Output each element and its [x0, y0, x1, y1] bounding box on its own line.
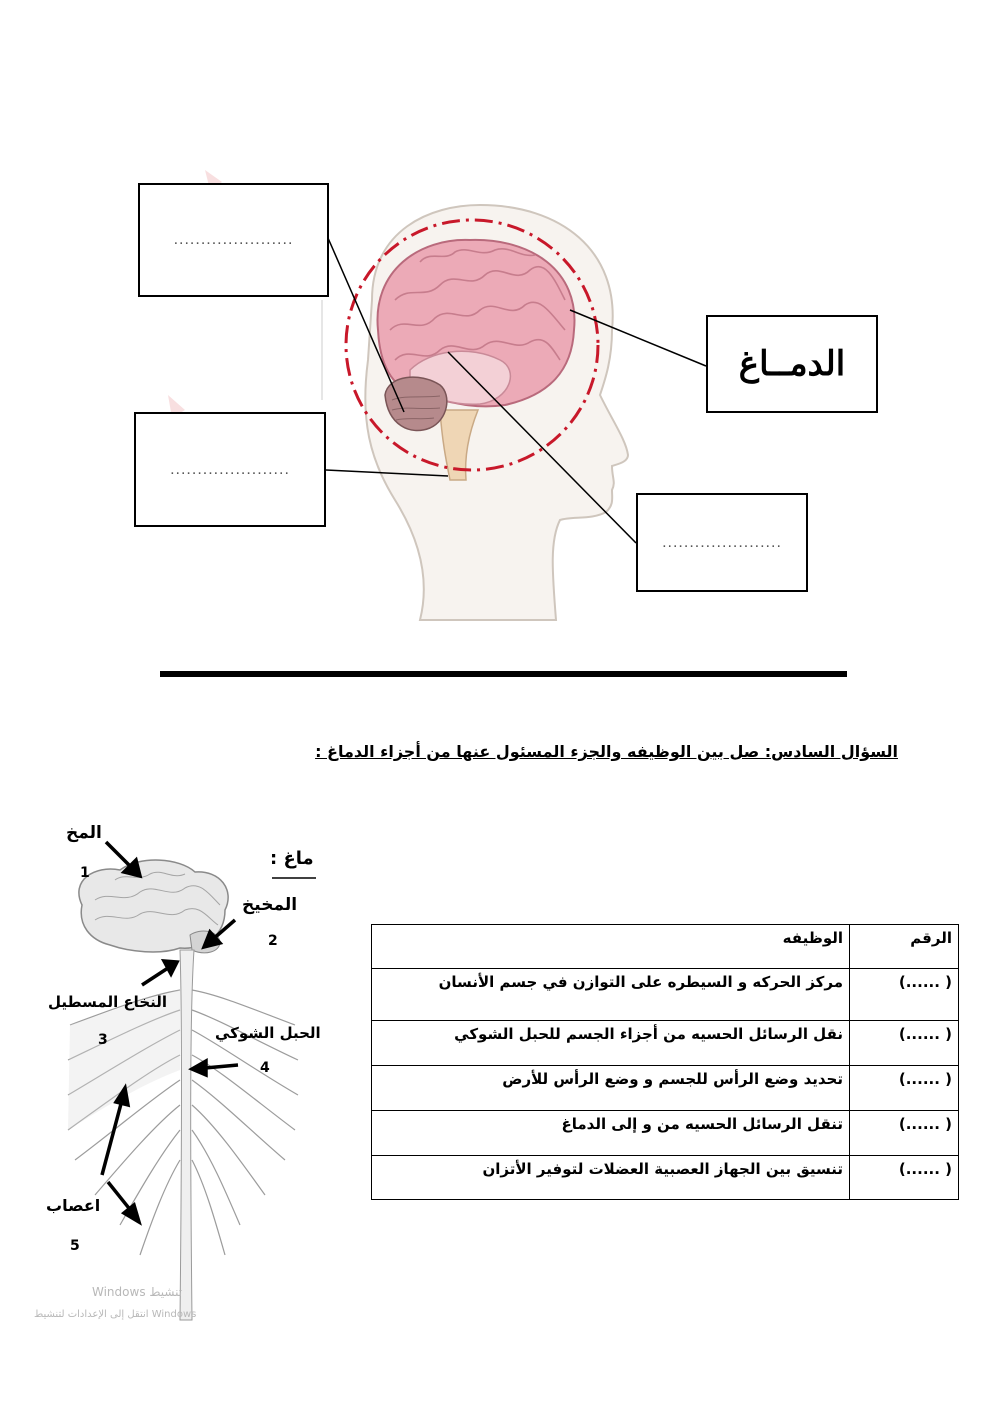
blank-dots: ......................: [173, 231, 294, 248]
brain-label-box: [706, 315, 878, 413]
function-text: نقل الرسائل الحسيه من أجزاء الجسم للحبل الشوكي: [372, 1021, 850, 1066]
function-text: تنسيق بين الجهاز العصبية العضلات لتوفير الأتزان: [372, 1156, 850, 1200]
cerebellum-label: المخيخ: [242, 895, 298, 915]
nerves-label: اعصاب: [46, 1196, 101, 1215]
header-function: الوظيفه: [372, 925, 850, 969]
medulla-label: النخاع المسطيل: [48, 993, 168, 1011]
function-text: تنقل الرسائل الحسيه من و إلى الدماغ: [372, 1111, 850, 1156]
nervous-heading-fragment: ماغ :: [270, 848, 314, 869]
table-row: [372, 1066, 959, 1111]
function-text: مركز الحركه و السيطره على التوازن في جسم الأنسان: [372, 969, 850, 1021]
activation-watermark-line1: Windows تنشيط: [92, 1285, 183, 1299]
blank-dots: ......................: [662, 533, 782, 551]
header-number: الرقم: [850, 925, 959, 969]
nervous-system-illustration: [40, 810, 330, 1330]
section-divider: [160, 671, 847, 677]
blank-dots: ......................: [170, 460, 290, 478]
spinal-cord-number: 4: [260, 1060, 270, 1076]
blank-label-box-bottom-left: [134, 412, 326, 527]
answer-blank[interactable]: ( ......): [850, 1021, 959, 1066]
cerebrum-label: المخ: [66, 823, 102, 843]
table-row: [372, 1021, 959, 1066]
blank-label-box-bottom-right: [636, 493, 808, 592]
question-title: السؤال السادس: صل بين الوظيفه والجزء المسئول عنها من أجزاء الدماغ :: [315, 742, 898, 761]
brain-label: الدمــاغ: [738, 345, 846, 383]
blank-label-box-top-left: [138, 183, 329, 297]
cerebrum-number: 1: [80, 865, 90, 881]
medulla-number: 3: [98, 1032, 108, 1048]
matching-table: [371, 924, 959, 1200]
table-row: [372, 1111, 959, 1156]
answer-blank[interactable]: ( ......): [850, 1156, 959, 1200]
cerebellum-number: 2: [268, 933, 278, 949]
answer-blank[interactable]: ( ......): [850, 1111, 959, 1156]
table-row: [372, 969, 959, 1021]
table-row: [372, 1156, 959, 1200]
activation-watermark-line2: انتقل إلى الإعدادات لتنشيط Windows: [34, 1309, 197, 1320]
function-text: تحديد وضع الرأس للجسم و وضع الرأس للأرض: [372, 1066, 850, 1111]
answer-blank[interactable]: ( ......): [850, 969, 959, 1021]
spinal-cord-label: الحبل الشوكي: [215, 1024, 321, 1042]
answer-blank[interactable]: ( ......): [850, 1066, 959, 1111]
nerves-number: 5: [70, 1238, 80, 1254]
table-header-row: [372, 925, 959, 969]
